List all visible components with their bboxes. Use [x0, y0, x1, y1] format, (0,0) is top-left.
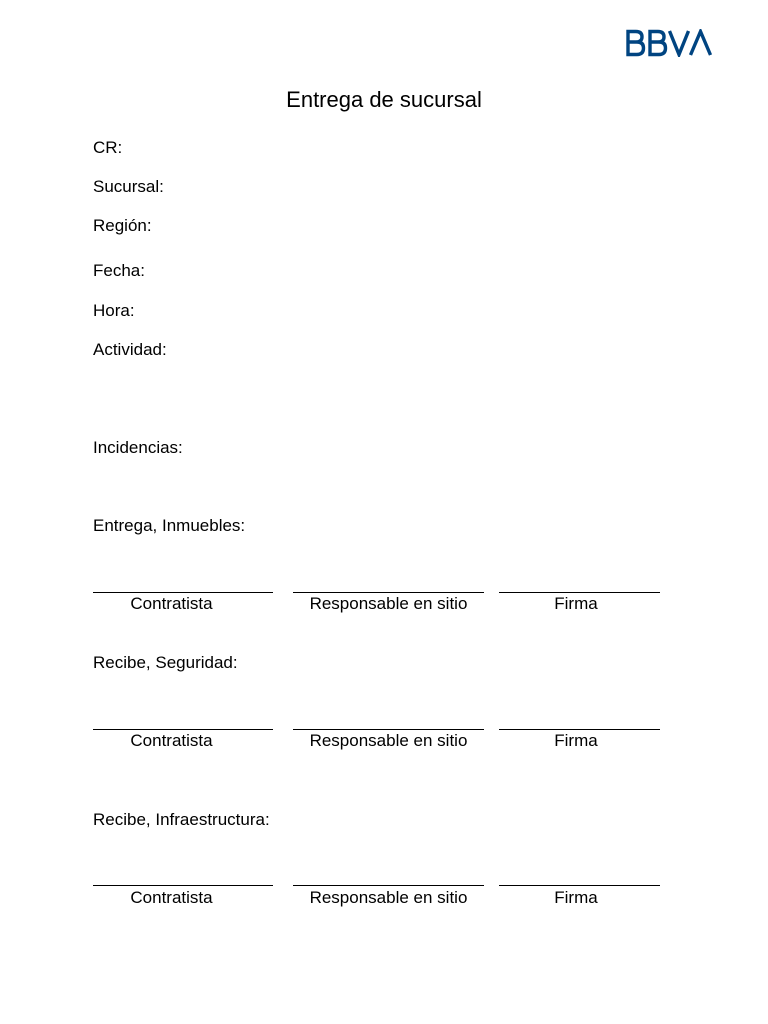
signature-line-contratista: [93, 885, 273, 886]
field-sucursal: Sucursal:: [93, 177, 164, 196]
field-cr: CR:: [93, 138, 123, 157]
bbva-logo-mark: [625, 29, 717, 57]
signature-line-responsable: [293, 885, 484, 886]
signature-label-responsable: Responsable en sitio: [309, 594, 468, 613]
signature-label-firma: Firma: [554, 731, 598, 750]
signature-label-contratista: Contratista: [130, 888, 213, 907]
bbva-logo: [625, 29, 717, 57]
section-heading-entrega-inmuebles: Entrega, Inmuebles:: [93, 516, 246, 535]
field-incidencias: Incidencias:: [93, 438, 183, 457]
signature-line-firma: [499, 885, 660, 886]
field-actividad: Actividad:: [93, 340, 167, 359]
document-title: Entrega de sucursal: [286, 87, 482, 112]
field-hora: Hora:: [93, 301, 135, 320]
signature-label-contratista: Contratista: [130, 594, 213, 613]
field-fecha: Fecha:: [93, 261, 145, 280]
field-region: Región:: [93, 216, 152, 235]
signature-label-firma: Firma: [554, 888, 598, 907]
signature-label-firma: Firma: [554, 594, 598, 613]
signature-label-responsable: Responsable en sitio: [309, 888, 468, 907]
section-heading-recibe-infraestructura: Recibe, Infraestructura:: [93, 810, 270, 829]
signature-label-responsable: Responsable en sitio: [309, 731, 468, 750]
section-heading-recibe-seguridad: Recibe, Seguridad:: [93, 653, 238, 672]
signature-label-contratista: Contratista: [130, 731, 213, 750]
